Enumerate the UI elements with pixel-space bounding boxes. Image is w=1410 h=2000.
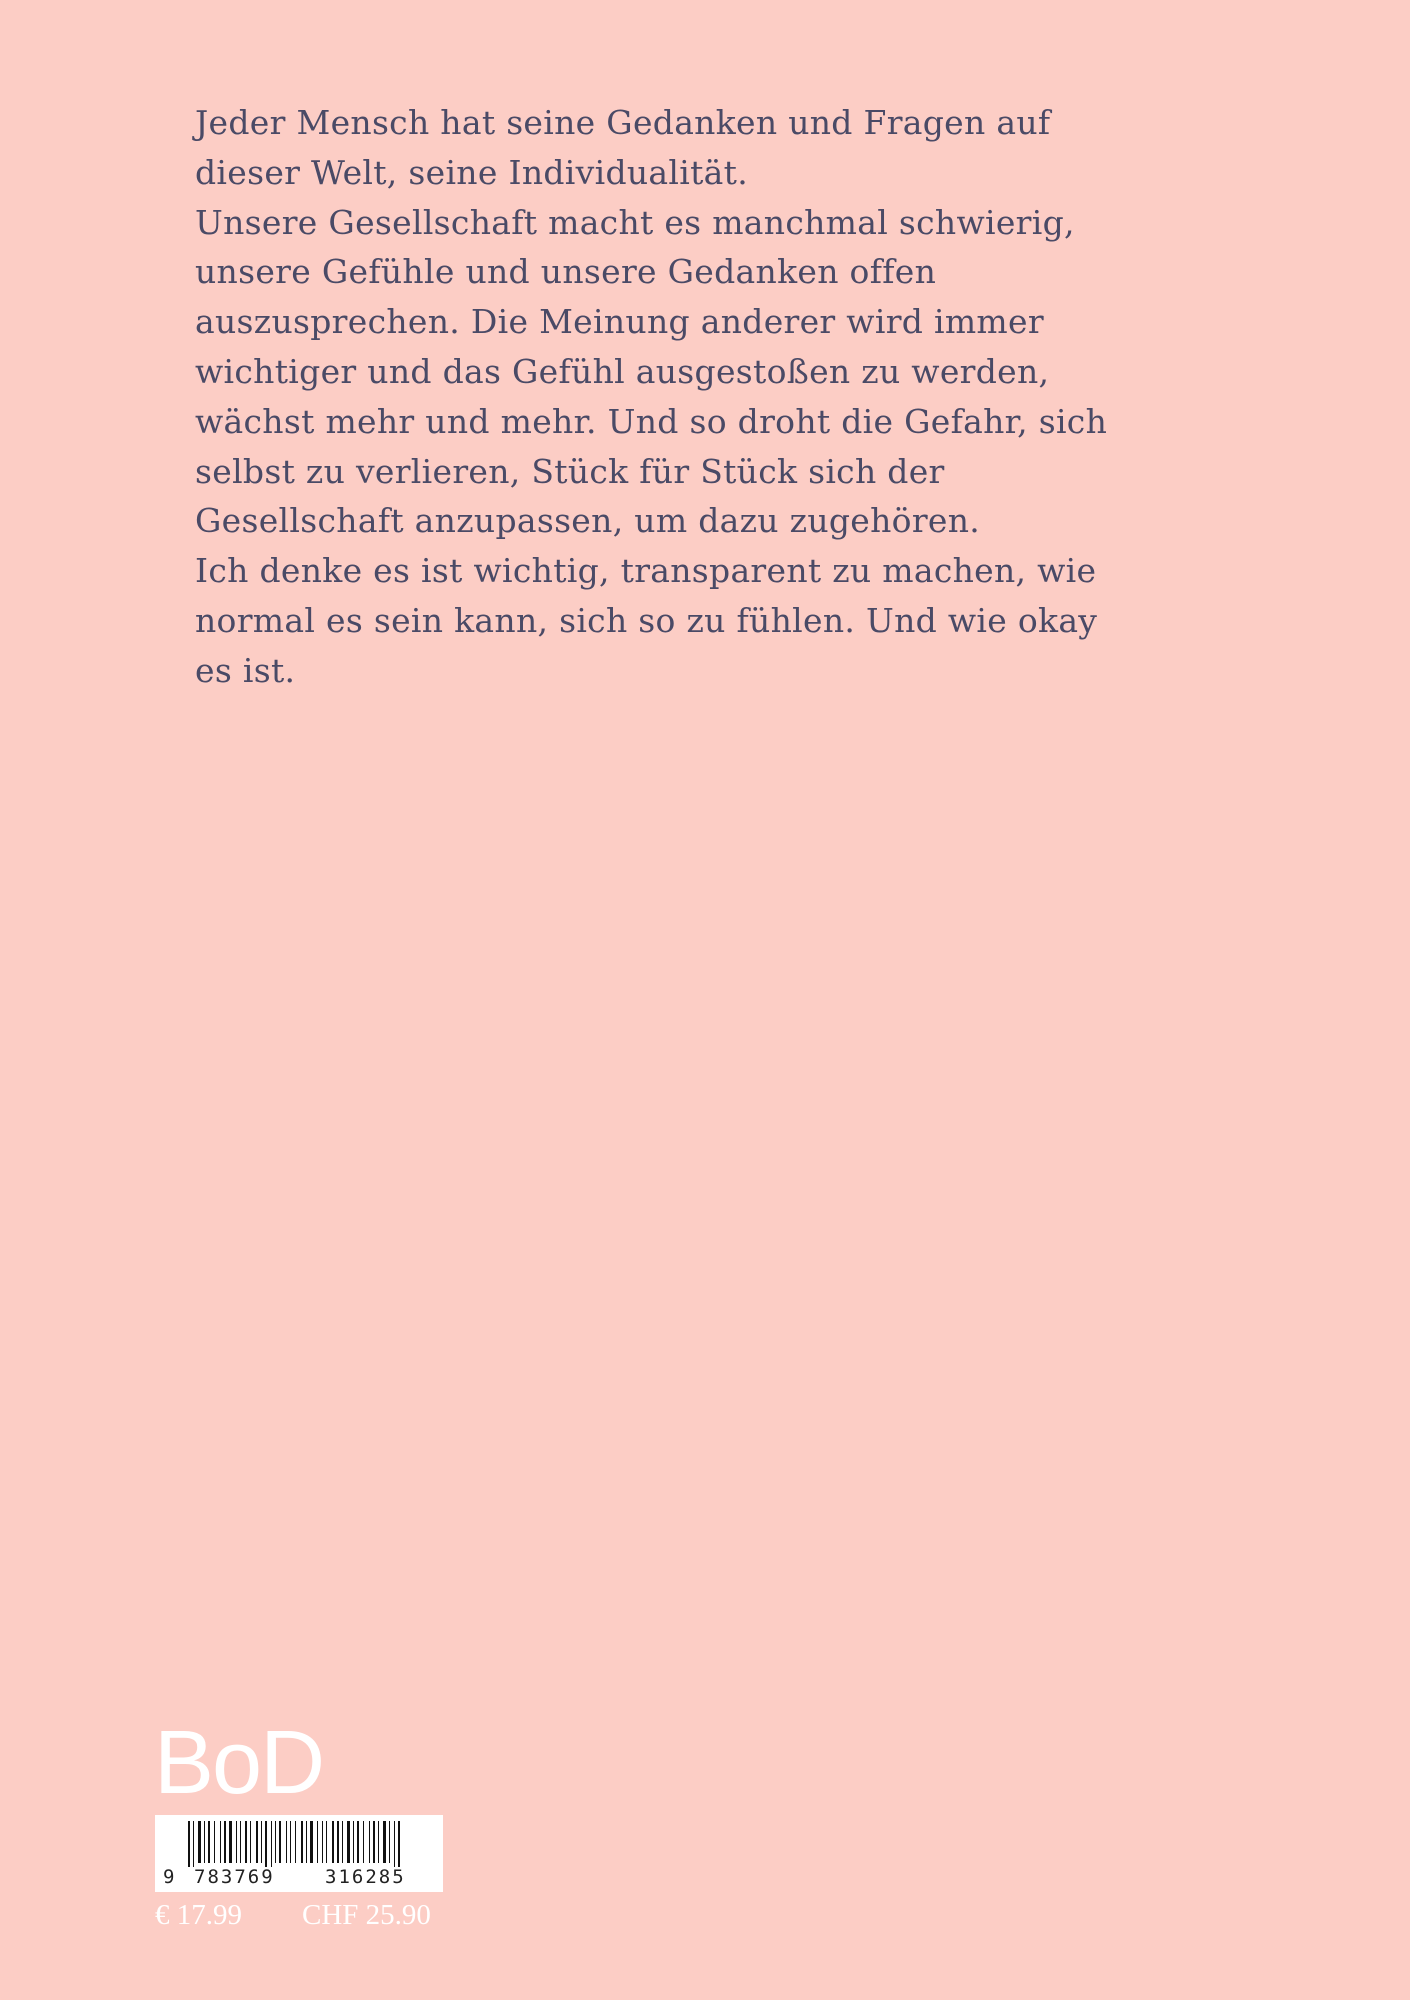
isbn-prefix: 9 [163,1866,177,1888]
barcode-bar [301,1821,303,1863]
blurb-line: unsere Gefühle und unsere Gedanken offen [195,252,937,292]
barcode-bar [250,1821,251,1863]
publisher-logo: BoD [154,1713,324,1813]
barcode-bar [317,1821,318,1863]
barcode-bar [337,1821,339,1863]
barcode-bar [279,1821,281,1863]
isbn-barcode [155,1815,443,1892]
barcode-bar [398,1821,400,1867]
barcode-bar [363,1821,364,1863]
isbn-digits [163,1865,438,1889]
barcode-bar [369,1821,370,1863]
barcode-bar [332,1821,334,1863]
barcode-bar [306,1821,307,1863]
barcode-bar [322,1821,323,1863]
blurb-line: Gesellschaft anzupassen, um dazu zugehören. [195,501,981,541]
barcode-bar [378,1821,379,1863]
price-eur: € 17.99 [155,1899,242,1931]
price-chf: CHF 25.90 [302,1899,431,1931]
barcode-bar [224,1821,226,1863]
blurb-line: wächst mehr und mehr. Und so droht die Gefahr, sich [195,401,1108,441]
barcode-bar [188,1821,190,1867]
barcode-bar [256,1821,258,1863]
blurb-line: dieser Welt, seine Individualität. [195,152,748,192]
barcode-bar [214,1821,215,1863]
blurb-line: auszusprechen. Die Meinung anderer wird immer [195,302,1044,342]
barcode-bar [240,1821,241,1863]
barcode-bar [357,1821,359,1863]
barcode-bars [155,1815,443,1867]
barcode-bar [342,1821,343,1863]
barcode-bar [394,1821,395,1867]
barcode-bar [265,1821,267,1867]
blurb-line: wichtiger und das Gefühl ausgestoßen zu werden, [195,351,1050,391]
barcode-bar [275,1821,276,1863]
barcode-bar [198,1821,201,1863]
blurb-line: Ich denke es ist wichtig, transparent zu machen, wie [195,551,1097,591]
blurb-line: Jeder Mensch hat seine Gedanken und Fragen auf [195,103,1051,142]
barcode-bar [373,1821,375,1863]
isbn-group-1: 783769 [194,1866,275,1888]
barcode-bar [353,1821,354,1863]
barcode-bar [208,1821,210,1863]
barcode-bar [193,1821,194,1867]
price-info [155,1897,455,1933]
blurb-line: normal es sein kann, sich so zu fühlen. Und wie okay [195,600,1098,640]
barcode-bar [245,1821,247,1863]
blurb-line: Unsere Gesellschaft macht es manchmal schwierig, [195,202,1075,242]
barcode-bar [204,1821,205,1863]
barcode-bar [271,1821,272,1867]
barcode-bar [261,1821,262,1863]
barcode-bar [286,1821,287,1863]
barcode-bar [326,1821,327,1863]
back-cover-blurb [195,98,1235,696]
blurb-line: selbst zu verlieren, Stück für Stück sich der [195,451,945,491]
barcode-bar [220,1821,221,1863]
barcode-bar [236,1821,237,1863]
barcode-bar [295,1821,296,1863]
barcode-bar [389,1821,390,1863]
barcode-bar [347,1821,350,1863]
barcode-bar [310,1821,313,1863]
barcode-bar [290,1821,291,1863]
isbn-group-2: 316285 [325,1866,406,1888]
blurb-line: es ist. [195,650,296,690]
barcode-bar [229,1821,232,1863]
barcode-bar [383,1821,386,1863]
